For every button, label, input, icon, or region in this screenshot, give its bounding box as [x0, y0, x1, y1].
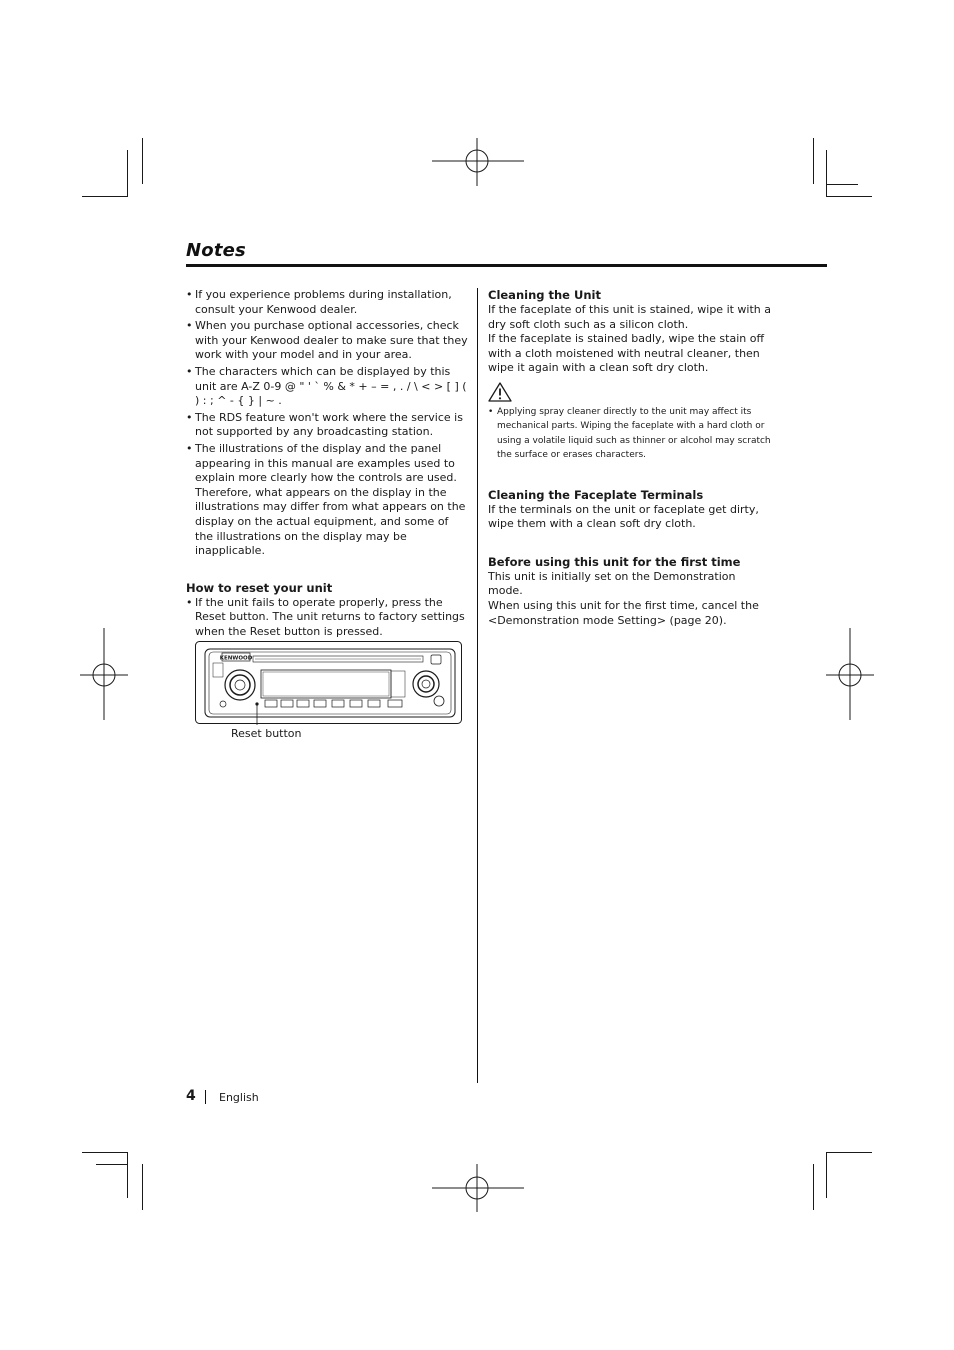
reset-list — [186, 596, 468, 640]
cleaning-unit-paragraph: If the faceplate is stained badly, wipe the stain off with a cloth moistened with neutral cleaner, then wipe it again with a clean soft dry cloth. — [488, 332, 765, 375]
registration-mark-top — [432, 138, 524, 186]
cleaning-terminals-paragraph: If the terminals on the unit or faceplate get dirty, wipe them with a clean soft dry cloth. — [488, 502, 759, 531]
list-item: • The RDS feature won't work where the service is not supported by any broadcasting station. — [186, 411, 468, 440]
list-item: • Applying spray cleaner directly to the unit may affect its mechanical parts. Wiping the faceplate with a hard cloth or using a volatile liquid such as thinner or alcohol may scratch the surface or erases characters. — [488, 405, 772, 463]
right-column — [488, 288, 772, 628]
first-time-paragraph: When using this unit for the first time, cancel the <Demonstration mode Setting> (page 20). — [488, 598, 759, 627]
registration-mark-right — [826, 628, 874, 720]
first-time-heading: Before using this unit for the first time — [488, 554, 741, 569]
registration-mark-bottom — [432, 1164, 524, 1212]
cleaning-unit-paragraph: If the faceplate of this unit is stained, wipe it with a dry soft cloth such as a silicon cloth. — [488, 303, 772, 331]
column-divider — [477, 288, 478, 1083]
page-number: 4 — [186, 1088, 196, 1104]
cleaning-terminals-heading: Cleaning the Faceplate Terminals — [488, 487, 704, 502]
notes-list — [186, 288, 468, 559]
car-stereo-faceplate-illustration — [195, 641, 463, 725]
page-language: English — [219, 1091, 259, 1104]
list-item: • If the unit fails to operate properly, press the Reset button. The unit returns to factory settings when the Reset button is pressed. — [186, 596, 468, 640]
first-time-paragraph: This unit is initially set on the Demonstration mode. — [488, 569, 736, 598]
list-item: • If you experience problems during installation, consult your Kenwood dealer. — [186, 288, 468, 317]
registration-mark-left — [80, 628, 128, 720]
page-title: Notes — [186, 240, 246, 261]
cleaning-unit-heading: Cleaning the Unit — [488, 288, 601, 302]
list-item: • The illustrations of the display and the panel appearing in this manual are examples used to explain more clearly how the controls are used. Therefore, what appears on the display in the illustrations may differ from what appears on the display on the actual equipment, and some of the illustrations on the display may be inapplicable. — [186, 442, 468, 559]
brand-logo: KENWOOD — [219, 655, 253, 662]
list-item: • When you purchase optional accessories, check with your Kenwood dealer to make sure that they work with your model and in your area. — [186, 319, 468, 363]
reset-heading: How to reset your unit — [186, 580, 333, 595]
list-item: • The characters which can be displayed by this unit are A-Z 0-9 @ " ' ` % & * + – = , . / \ < > [ ] ( ) : ; ^ - { } | ~ . — [186, 365, 468, 409]
figure-caption: Reset button — [231, 727, 302, 741]
caution-list — [488, 405, 772, 463]
warning-triangle-icon — [488, 382, 512, 402]
title-rule — [186, 264, 827, 267]
left-column — [186, 288, 468, 742]
footer-separator — [205, 1090, 206, 1104]
